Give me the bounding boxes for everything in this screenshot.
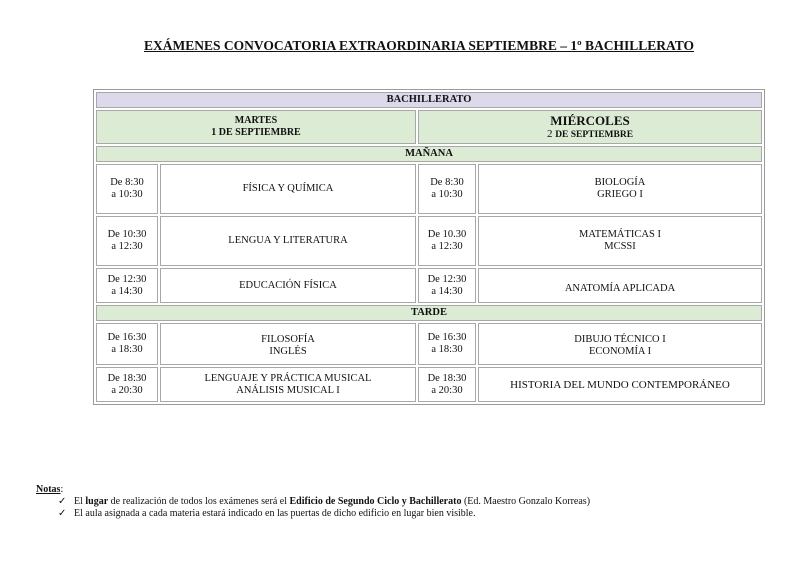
note-text: El aula asignada a cada materia estará indicado en las puertas de dicho edificio en lugar bien visible. [74,508,476,519]
subject: MCSSI [604,241,636,252]
subject-cell [160,164,416,214]
note-item [36,496,590,508]
subject-cell [160,216,416,266]
time-cell [418,323,476,365]
time-to: a 12:30 [431,241,463,252]
note-fragment-bold: lugar [85,496,109,507]
time-from: De 18:30 [427,372,467,384]
notes-section: Notas: ✓ El lugar de realización de todos los exámenes será el Edificio de Segundo Ciclo y Bachillerato (Ed. Maestro Gonzalo Korreas) ✓ El aula asignada a cada materia estará indicado en las puertas de dicho edificio en lugar bien visible. [36,484,591,519]
subject-cell [478,367,762,402]
time-to: a 14:30 [111,285,143,297]
subject: GRIEGO I [597,189,643,200]
time-to: a 14:30 [431,285,463,297]
time-cell [418,367,476,402]
time-from: De 10:30 [107,229,147,240]
subject-cell [160,268,416,303]
time-to: a 12:30 [111,241,143,252]
note-fragment: (Ed. Maestro Gonzalo Korreas) [461,496,591,507]
time-from: De 12:30 [427,273,467,285]
note-fragment-bold: Edificio de Segundo Ciclo y Bachillerato [289,496,462,507]
time-from: De 16:30 [427,332,467,343]
time-from: De 8:30 [110,177,144,188]
time-to: a 18:30 [431,344,463,355]
day2-date-number: 2 [546,128,553,140]
time-from: De 12:30 [107,273,147,285]
time-cell [418,268,476,303]
day1-name: MARTES [234,115,278,126]
subject: ECONOMÍA I [588,345,652,357]
day2-date [422,128,758,141]
note-fragment: El [74,496,86,507]
subject-cell [478,164,762,214]
subject: INGLÉS [269,345,307,357]
time-cell [418,216,476,266]
day-header-tuesday [96,110,416,144]
time-cell [96,323,158,365]
table-row [96,268,762,303]
table-row [96,216,762,266]
time-from: De 10.30 [427,229,467,240]
time-to: a 10:30 [431,189,463,200]
note-fragment: de realización de todos los exámenes será el [108,496,290,507]
subject: BIOLOGÍA [594,177,646,188]
time-cell [418,164,476,214]
subject: HISTORIA DEL MUNDO CONTEMPORÁNEO [510,378,730,391]
note-item [36,508,590,520]
time-cell [96,268,158,303]
day2-date-rest: DE SEPTIEMBRE [555,130,634,140]
table-row [96,323,762,365]
subject: ANÁLISIS MUSICAL I [236,384,340,396]
subject-cell [478,323,762,365]
section-afternoon: TARDE [96,305,762,321]
subject: LENGUAJE Y PRÁCTICA MUSICAL [204,372,372,384]
day1-date: 1 DE SEPTIEMBRE [211,127,301,138]
time-to: a 20:30 [111,384,143,396]
check-icon: ✓ [58,496,67,507]
time-from: De 16:30 [107,332,147,343]
table-row [96,164,762,214]
time-to: a 10:30 [111,189,143,200]
table-header: BACHILLERATO [96,92,762,108]
notes-title: Notas [36,484,61,495]
subject: EDUCACIÓN FÍSICA [239,279,337,291]
subject: LENGUA Y LITERATURA [228,235,348,246]
time-from: De 18:30 [107,372,147,384]
subject-cell [160,323,416,365]
subject-cell [478,216,762,266]
time-to: a 18:30 [111,344,143,355]
subject: FILOSOFÍA [261,333,315,345]
subject-cell [478,268,762,303]
time-cell [96,216,158,266]
document-title: EXÁMENES CONVOCATORIA EXTRAORDINARIA SEPTIEMBRE – 1º BACHILLERATO [144,38,695,53]
time-cell [96,367,158,402]
table-row [96,367,762,402]
section-morning: MAÑANA [96,146,762,162]
time-from: De 8:30 [430,177,464,188]
exam-schedule-table [93,89,765,405]
check-icon: ✓ [58,508,67,519]
time-to: a 20:30 [431,384,463,396]
subject: MATEMÁTICAS I [579,229,661,240]
subject: DIBUJO TÉCNICO I [574,333,666,345]
day-header-wednesday [418,110,762,144]
day2-name: MIÉRCOLES [550,113,630,128]
time-cell [96,164,158,214]
subject: FÍSICA Y QUÍMICA [242,183,334,194]
note-text [58,496,590,508]
subject-cell [160,367,416,402]
subject: ANATOMÍA APLICADA [564,282,676,294]
